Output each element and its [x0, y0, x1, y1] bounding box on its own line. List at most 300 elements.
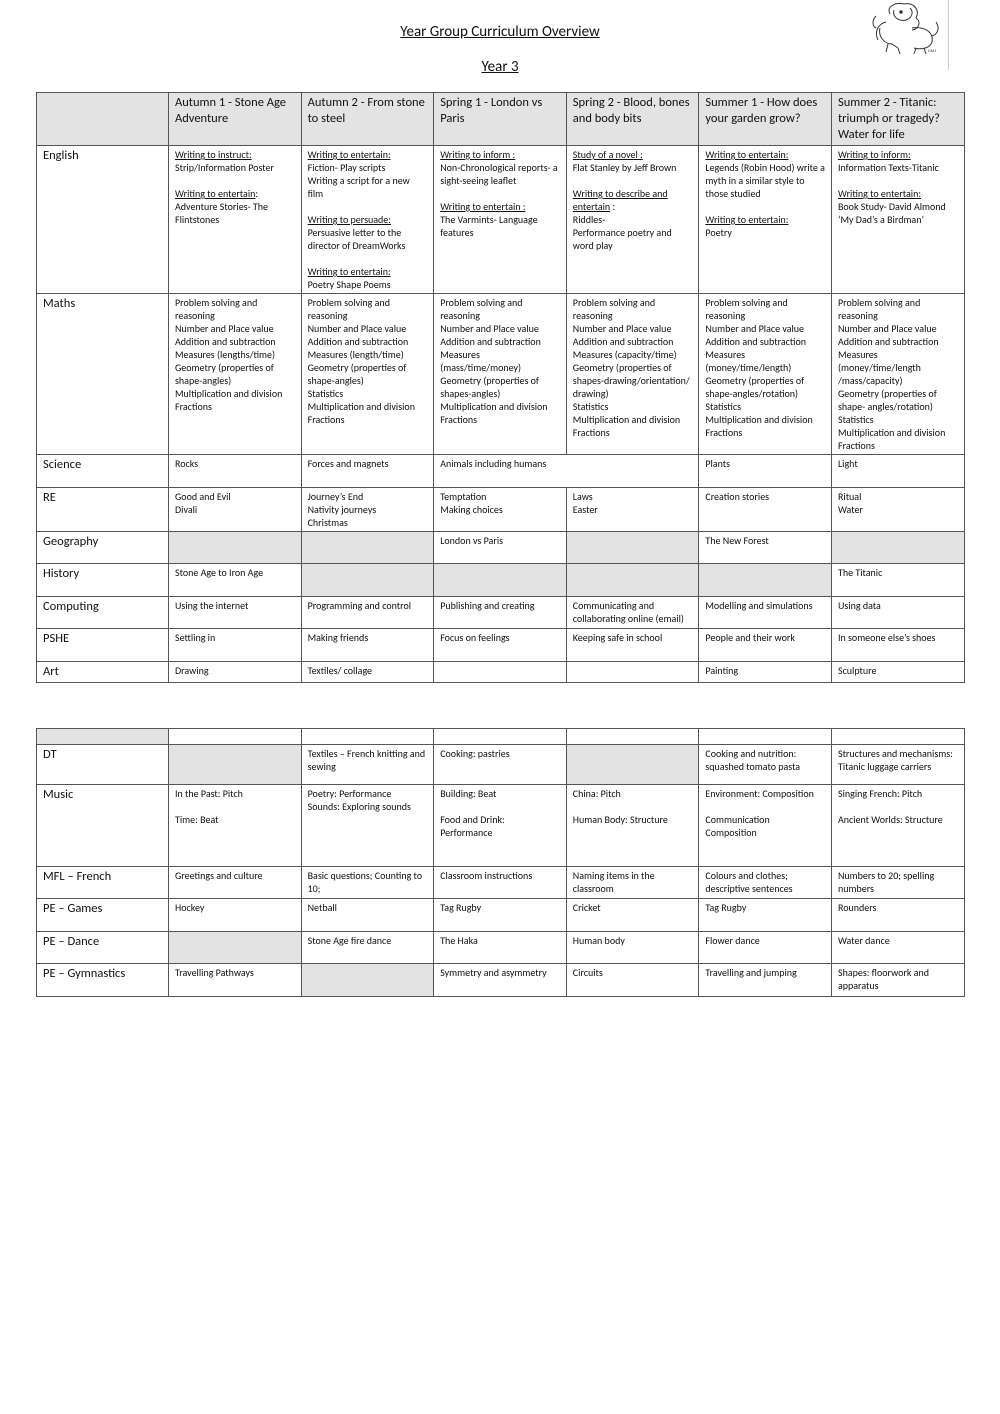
cell-line: [175, 787, 295, 800]
spacer: [175, 800, 295, 813]
cell-text: Divali: [175, 503, 198, 516]
cell-line: [838, 187, 958, 200]
table-cell: [566, 146, 699, 294]
cell-text: Drawing: [175, 664, 209, 677]
cell-text: Poetry: [705, 226, 732, 239]
cell-line: [308, 361, 428, 387]
cell-line: [175, 813, 295, 826]
cell-text: Legends (Robin Hood) write a myth in a similar style to those studied: [705, 161, 825, 200]
cell-line: [440, 966, 560, 979]
table-cell: [169, 867, 302, 899]
cell-line: [573, 503, 693, 516]
table-cell: [169, 745, 302, 785]
cell-line: [705, 335, 825, 348]
header-spring-2: Spring 2 - Blood, bones and body bits: [566, 93, 699, 146]
cell-line: [705, 161, 825, 200]
table-cell: [699, 455, 832, 488]
cell-line: [440, 901, 560, 914]
cell-heading-text: Writing to inform :: [440, 148, 516, 161]
table-cell: [566, 597, 699, 629]
cell-line: [573, 413, 693, 426]
cell-text: Problem solving and reasoning: [837, 296, 921, 322]
cell-text: Fractions: [572, 426, 610, 439]
cell-line: [175, 322, 295, 335]
table-cell: [699, 932, 832, 964]
table-cell: [831, 932, 964, 964]
cell-text: Number and Place value: [572, 322, 672, 335]
cell-line: [838, 161, 958, 174]
subject-label: PE – Gymnastics: [37, 964, 169, 997]
cell-text: Adventure Stories- The Flintstones: [175, 200, 269, 226]
cell-text: People and their work: [705, 631, 795, 644]
cell-line: [705, 934, 825, 947]
cell-line: [440, 374, 560, 400]
table-cell: [831, 662, 964, 683]
cell-line: [573, 213, 693, 226]
table-cell: [301, 597, 434, 629]
cell-text: Performance poetry and word play: [572, 226, 672, 252]
cell-text: Easter: [572, 503, 598, 516]
cell-line: [175, 599, 295, 612]
cell-line: [838, 426, 958, 439]
cell-line: [705, 664, 825, 677]
cell-line: [573, 869, 693, 895]
cell-line: [440, 747, 560, 760]
spacer: [573, 800, 693, 813]
subject-label: English: [37, 146, 169, 294]
cell-line: [838, 599, 958, 612]
cell-text: Creation stories: [705, 490, 770, 503]
cell-text: Human Body: Structure: [572, 813, 668, 826]
cell-line: [705, 869, 825, 895]
cell-text: The Varmints- Language features: [440, 213, 538, 239]
table-cell: [169, 294, 302, 455]
spacer: [705, 800, 825, 813]
cell-text: Settling in: [175, 631, 216, 644]
cell-text: Stone Age fire dance: [307, 934, 392, 947]
cell-text: Poetry Shape Poems: [307, 278, 391, 291]
cell-text: Fractions: [307, 413, 345, 426]
cell-text: Programming and control: [307, 599, 412, 612]
cell-suffix: :: [255, 187, 259, 200]
table-cell: [434, 455, 699, 488]
cell-text: Measures (money/time/length /mass/capacity): [837, 348, 921, 387]
cell-line: [308, 161, 428, 174]
cell-text: Multiplication and division: [307, 400, 415, 413]
cell-line: [705, 747, 825, 773]
table-row: [37, 146, 965, 294]
cell-text: Information Texts-Titanic: [837, 161, 939, 174]
cell-line: [175, 361, 295, 387]
cell-text: Number and Place value: [307, 322, 407, 335]
cell-line: [175, 664, 295, 677]
spacer: [175, 174, 295, 187]
cell-line: [175, 148, 295, 161]
cell-line: [175, 566, 295, 579]
cell-text: Travelling Pathways: [175, 966, 254, 979]
cell-text: Good and Evil: [175, 490, 231, 503]
cell-text: Environment: Composition: [705, 787, 814, 800]
subject-label: RE: [37, 488, 169, 532]
table-cell: [301, 899, 434, 932]
cell-line: [573, 296, 693, 322]
cell-line: [705, 374, 825, 400]
page-subtitle: Year 3: [481, 58, 519, 76]
cell-text: Addition and subtraction: [440, 335, 541, 348]
cell-line: [838, 413, 958, 426]
table-cell: [434, 564, 567, 597]
cell-line: [838, 813, 958, 826]
table-cell: [301, 455, 434, 488]
table-cell: [301, 488, 434, 532]
cell-text: Strip/Information Poster: [175, 161, 274, 174]
cell-heading-text: Writing to entertain:: [837, 187, 922, 200]
cell-text: Classroom instructions: [440, 869, 533, 882]
cell-line: [175, 400, 295, 413]
page-title: Year Group Curriculum Overview: [400, 23, 600, 41]
cell-line: [440, 348, 560, 374]
term-header-row: [37, 93, 965, 146]
cell-line: [573, 934, 693, 947]
spacer: [705, 200, 825, 213]
spacer: [838, 174, 958, 187]
cell-text: Fractions: [175, 400, 212, 413]
cell-text: Human body: [572, 934, 625, 947]
cell-line: [838, 664, 958, 677]
table-cell: [301, 662, 434, 683]
cell-line: [838, 787, 958, 800]
cell-heading-text: Writing to persuade:: [307, 213, 391, 226]
table-cell: [169, 488, 302, 532]
table-cell: [699, 899, 832, 932]
cell-line: [573, 490, 693, 503]
cell-line: [838, 966, 958, 992]
cell-text: Flat Stanley by Jeff Brown: [572, 161, 677, 174]
cell-line: [308, 278, 428, 291]
cell-line: [705, 296, 825, 322]
cell-line: [838, 387, 958, 413]
cell-line: [308, 335, 428, 348]
cell-text: Problem solving and reasoning: [705, 296, 788, 322]
cell-line: [440, 503, 560, 516]
cell-text: Fractions: [705, 426, 743, 439]
cell-text: Time: Beat: [175, 813, 219, 826]
cell-line: [705, 400, 825, 413]
cell-text: Circuits: [572, 966, 603, 979]
cell-text: In the Past: Pitch: [175, 787, 243, 800]
table-cell: [301, 146, 434, 294]
subject-label: MFL – French: [37, 867, 169, 899]
cell-line: [440, 599, 560, 612]
table-cell: [169, 532, 302, 564]
cell-text: Composition: [705, 826, 757, 839]
subject-label: Science: [37, 455, 169, 488]
cell-line: [573, 335, 693, 348]
cell-text: Nativity journeys: [307, 503, 377, 516]
cell-text: Publishing and creating: [440, 599, 535, 612]
spacer: [838, 800, 958, 813]
subject-label: Computing: [37, 597, 169, 629]
table-cell: [301, 785, 434, 867]
cell-text: Stone Age to Iron Age: [175, 566, 264, 579]
table-cell: [434, 785, 567, 867]
cell-text: Measures (money/time/length): [705, 348, 792, 374]
cell-text: Book Study- David Almond ‘My Dad’s a Birdman’: [837, 200, 946, 226]
table-cell: [301, 532, 434, 564]
table-cell: [831, 294, 964, 455]
cell-line: [705, 413, 825, 426]
cell-text: Problem solving and reasoning: [572, 296, 656, 322]
cell-line: [440, 457, 692, 470]
cell-text: Measures (capacity/time): [572, 348, 677, 361]
subject-label: DT: [37, 745, 169, 785]
cell-line: [308, 599, 428, 612]
cell-text: Making friends: [307, 631, 369, 644]
subject-label: PE – Games: [37, 899, 169, 932]
cell-text: Painting: [705, 664, 739, 677]
table-cell: [301, 629, 434, 662]
table-cell: [699, 532, 832, 564]
cell-text: Statistics: [837, 413, 874, 426]
table-cell: [831, 899, 964, 932]
cell-text: Geometry (properties of shape-angles/rotation): [705, 374, 805, 400]
cell-text: Rounders: [837, 901, 877, 914]
table-row: [37, 488, 965, 532]
cell-text: London vs Paris: [440, 534, 504, 547]
cell-line: [175, 966, 295, 979]
header-summer-1: Summer 1 - How does your garden grow?: [699, 93, 832, 146]
cell-line: [308, 869, 428, 895]
table-cell: [301, 964, 434, 997]
cell-line: [838, 335, 958, 348]
cell-text: Number and Place value: [837, 322, 937, 335]
cell-line: [175, 503, 295, 516]
cell-line: [705, 966, 825, 979]
cell-line: [573, 348, 693, 361]
cell-line: [308, 400, 428, 413]
cell-text: Poetry: Performance: [307, 787, 392, 800]
table-row: [37, 745, 965, 785]
cell-text: Modelling and simulations: [705, 599, 813, 612]
cell-text: Food and Drink:: [440, 813, 505, 826]
table-cell: [434, 899, 567, 932]
cell-text: Using data: [837, 599, 881, 612]
cell-line: [705, 599, 825, 612]
cell-line: [440, 322, 560, 335]
table-cell: [566, 867, 699, 899]
table-cell: [169, 785, 302, 867]
table-cell: [831, 146, 964, 294]
cell-line: [705, 213, 825, 226]
table-cell: [566, 745, 699, 785]
cell-line: [440, 413, 560, 426]
table-cell: [434, 867, 567, 899]
cell-text: Problem solving and reasoning: [175, 296, 258, 322]
cell-line: [705, 426, 825, 439]
cell-line: [838, 503, 958, 516]
table-cell: [699, 488, 832, 532]
table-row: [37, 729, 965, 745]
cell-text: Singing French: Pitch: [837, 787, 923, 800]
cell-text: Animals including humans: [440, 457, 547, 470]
cell-line: [838, 901, 958, 914]
cell-line: [705, 631, 825, 644]
cell-text: Geometry (properties of shapes-drawing/orientation/ drawing): [572, 361, 690, 400]
subject-label: Maths: [37, 294, 169, 455]
cell-line: [308, 265, 428, 278]
cell-text: Geometry (properties of shape-angles): [307, 361, 407, 387]
table-cell: [566, 532, 699, 564]
table-cell: [699, 964, 832, 997]
cell-line: [308, 516, 428, 529]
cell-text: The New Forest: [705, 534, 769, 547]
table-cell: [831, 564, 964, 597]
cell-line: [838, 200, 958, 226]
cell-text: Journey’s End: [307, 490, 364, 503]
cell-text: Using the internet: [175, 599, 249, 612]
cell-line: [308, 664, 428, 677]
cell-text: China: Pitch: [572, 787, 621, 800]
cell-line: [175, 335, 295, 348]
table-cell: [169, 662, 302, 683]
header-autumn-1: Autumn 1 - Stone Age Adventure: [169, 93, 302, 146]
cell-text: Tag Rugby: [705, 901, 747, 914]
table-cell: [831, 455, 964, 488]
table-cell: [831, 785, 964, 867]
table-cell: [169, 964, 302, 997]
table-cell: [699, 564, 832, 597]
cell-line: [440, 787, 560, 800]
table-cell: [566, 932, 699, 964]
subject-label: Geography: [37, 532, 169, 564]
table-cell: [434, 532, 567, 564]
cell-line: [175, 490, 295, 503]
cell-text: Communication: [705, 813, 770, 826]
table-row: [37, 932, 965, 964]
cell-line: [573, 148, 693, 161]
cell-text: The Titanic: [837, 566, 883, 579]
cell-line: [308, 174, 428, 200]
table-cell: [566, 629, 699, 662]
cell-line: [440, 869, 560, 882]
cell-heading-text: Study of a novel :: [572, 148, 643, 161]
header-summer-2: Summer 2 - Titanic: triumph or tragedy? Water for life: [831, 93, 964, 146]
table-cell: [169, 564, 302, 597]
cell-text: Fiction- Play scripts: [307, 161, 386, 174]
cell-line: [705, 813, 825, 826]
cell-line: [440, 148, 560, 161]
cell-line: [573, 426, 693, 439]
cell-text: Plants: [705, 457, 731, 470]
cell-line: [308, 148, 428, 161]
cell-line: [308, 457, 428, 470]
cell-line: [705, 348, 825, 374]
cell-line: [838, 869, 958, 895]
table-cell: [566, 488, 699, 532]
cell-line: [705, 534, 825, 547]
table-cell: [699, 629, 832, 662]
cell-line: [705, 322, 825, 335]
cell-text: Structures and mechanisms: Titanic luggage carriers: [837, 747, 953, 773]
cell-line: [440, 490, 560, 503]
cell-line: [705, 490, 825, 503]
cell-text: Statistics: [572, 400, 609, 413]
table-cell: [169, 932, 302, 964]
cell-text: Ancient Worlds: Structure: [837, 813, 943, 826]
table-cell: [301, 932, 434, 964]
cell-text: Non-Chronological reports- a sight-seeing leaflet: [440, 161, 558, 187]
table-cell: [699, 729, 832, 745]
cell-line: [440, 813, 560, 826]
cell-text: Netball: [307, 901, 337, 914]
subject-label: PE – Dance: [37, 932, 169, 964]
cell-heading-text: Writing to entertain :: [440, 200, 526, 213]
cell-text: Geometry (properties of shapes-angles): [440, 374, 539, 400]
cell-text: Temptation: [440, 490, 487, 503]
table-cell: [169, 455, 302, 488]
table-cell: [434, 745, 567, 785]
table-cell: [566, 294, 699, 455]
table-row: [37, 597, 965, 629]
cell-line: [308, 213, 428, 226]
table-cell: [566, 729, 699, 745]
subject-label: History: [37, 564, 169, 597]
table-row: [37, 964, 965, 997]
cell-line: [573, 322, 693, 335]
cell-line: [175, 387, 295, 400]
cell-line: [308, 747, 428, 773]
spacer: [440, 187, 560, 200]
table-cell: [434, 662, 567, 683]
cell-line: [838, 439, 958, 452]
lion-logo-icon: [868, 0, 944, 56]
cell-line: [838, 934, 958, 947]
cell-text: Addition and subtraction: [572, 335, 674, 348]
cell-text: Tag Rugby: [440, 901, 482, 914]
table-cell: [434, 488, 567, 532]
cell-line: [440, 296, 560, 322]
table-cell: [699, 745, 832, 785]
cell-text: Rocks: [175, 457, 199, 470]
cell-text: Number and Place value: [175, 322, 274, 335]
cell-line: [308, 490, 428, 503]
curriculum-table-main: [36, 92, 965, 683]
table-cell: [566, 964, 699, 997]
spacer: [573, 174, 693, 187]
cell-text: Geometry (properties of shape- angles/rotation): [837, 387, 937, 413]
table-cell: [301, 729, 434, 745]
cell-line: [440, 934, 560, 947]
table-cell: [831, 597, 964, 629]
table-row: [37, 629, 965, 662]
curriculum-table-continued: [36, 728, 965, 997]
table-cell: [301, 867, 434, 899]
cell-line: [308, 296, 428, 322]
header-corner: [37, 93, 169, 146]
table-cell: [301, 745, 434, 785]
cell-line: [440, 826, 560, 839]
cell-text: Symmetry and asymmetry: [440, 966, 547, 979]
cell-line: [440, 161, 560, 187]
table-cell: [434, 729, 567, 745]
cell-line: [573, 161, 693, 174]
cell-line: [175, 296, 295, 322]
subject-label: Art: [37, 662, 169, 683]
cell-text: Water: [837, 503, 863, 516]
cell-text: Fractions: [440, 413, 478, 426]
cell-text: Multiplication and division: [572, 413, 681, 426]
cell-text: Measures (mass/time/money): [440, 348, 522, 374]
